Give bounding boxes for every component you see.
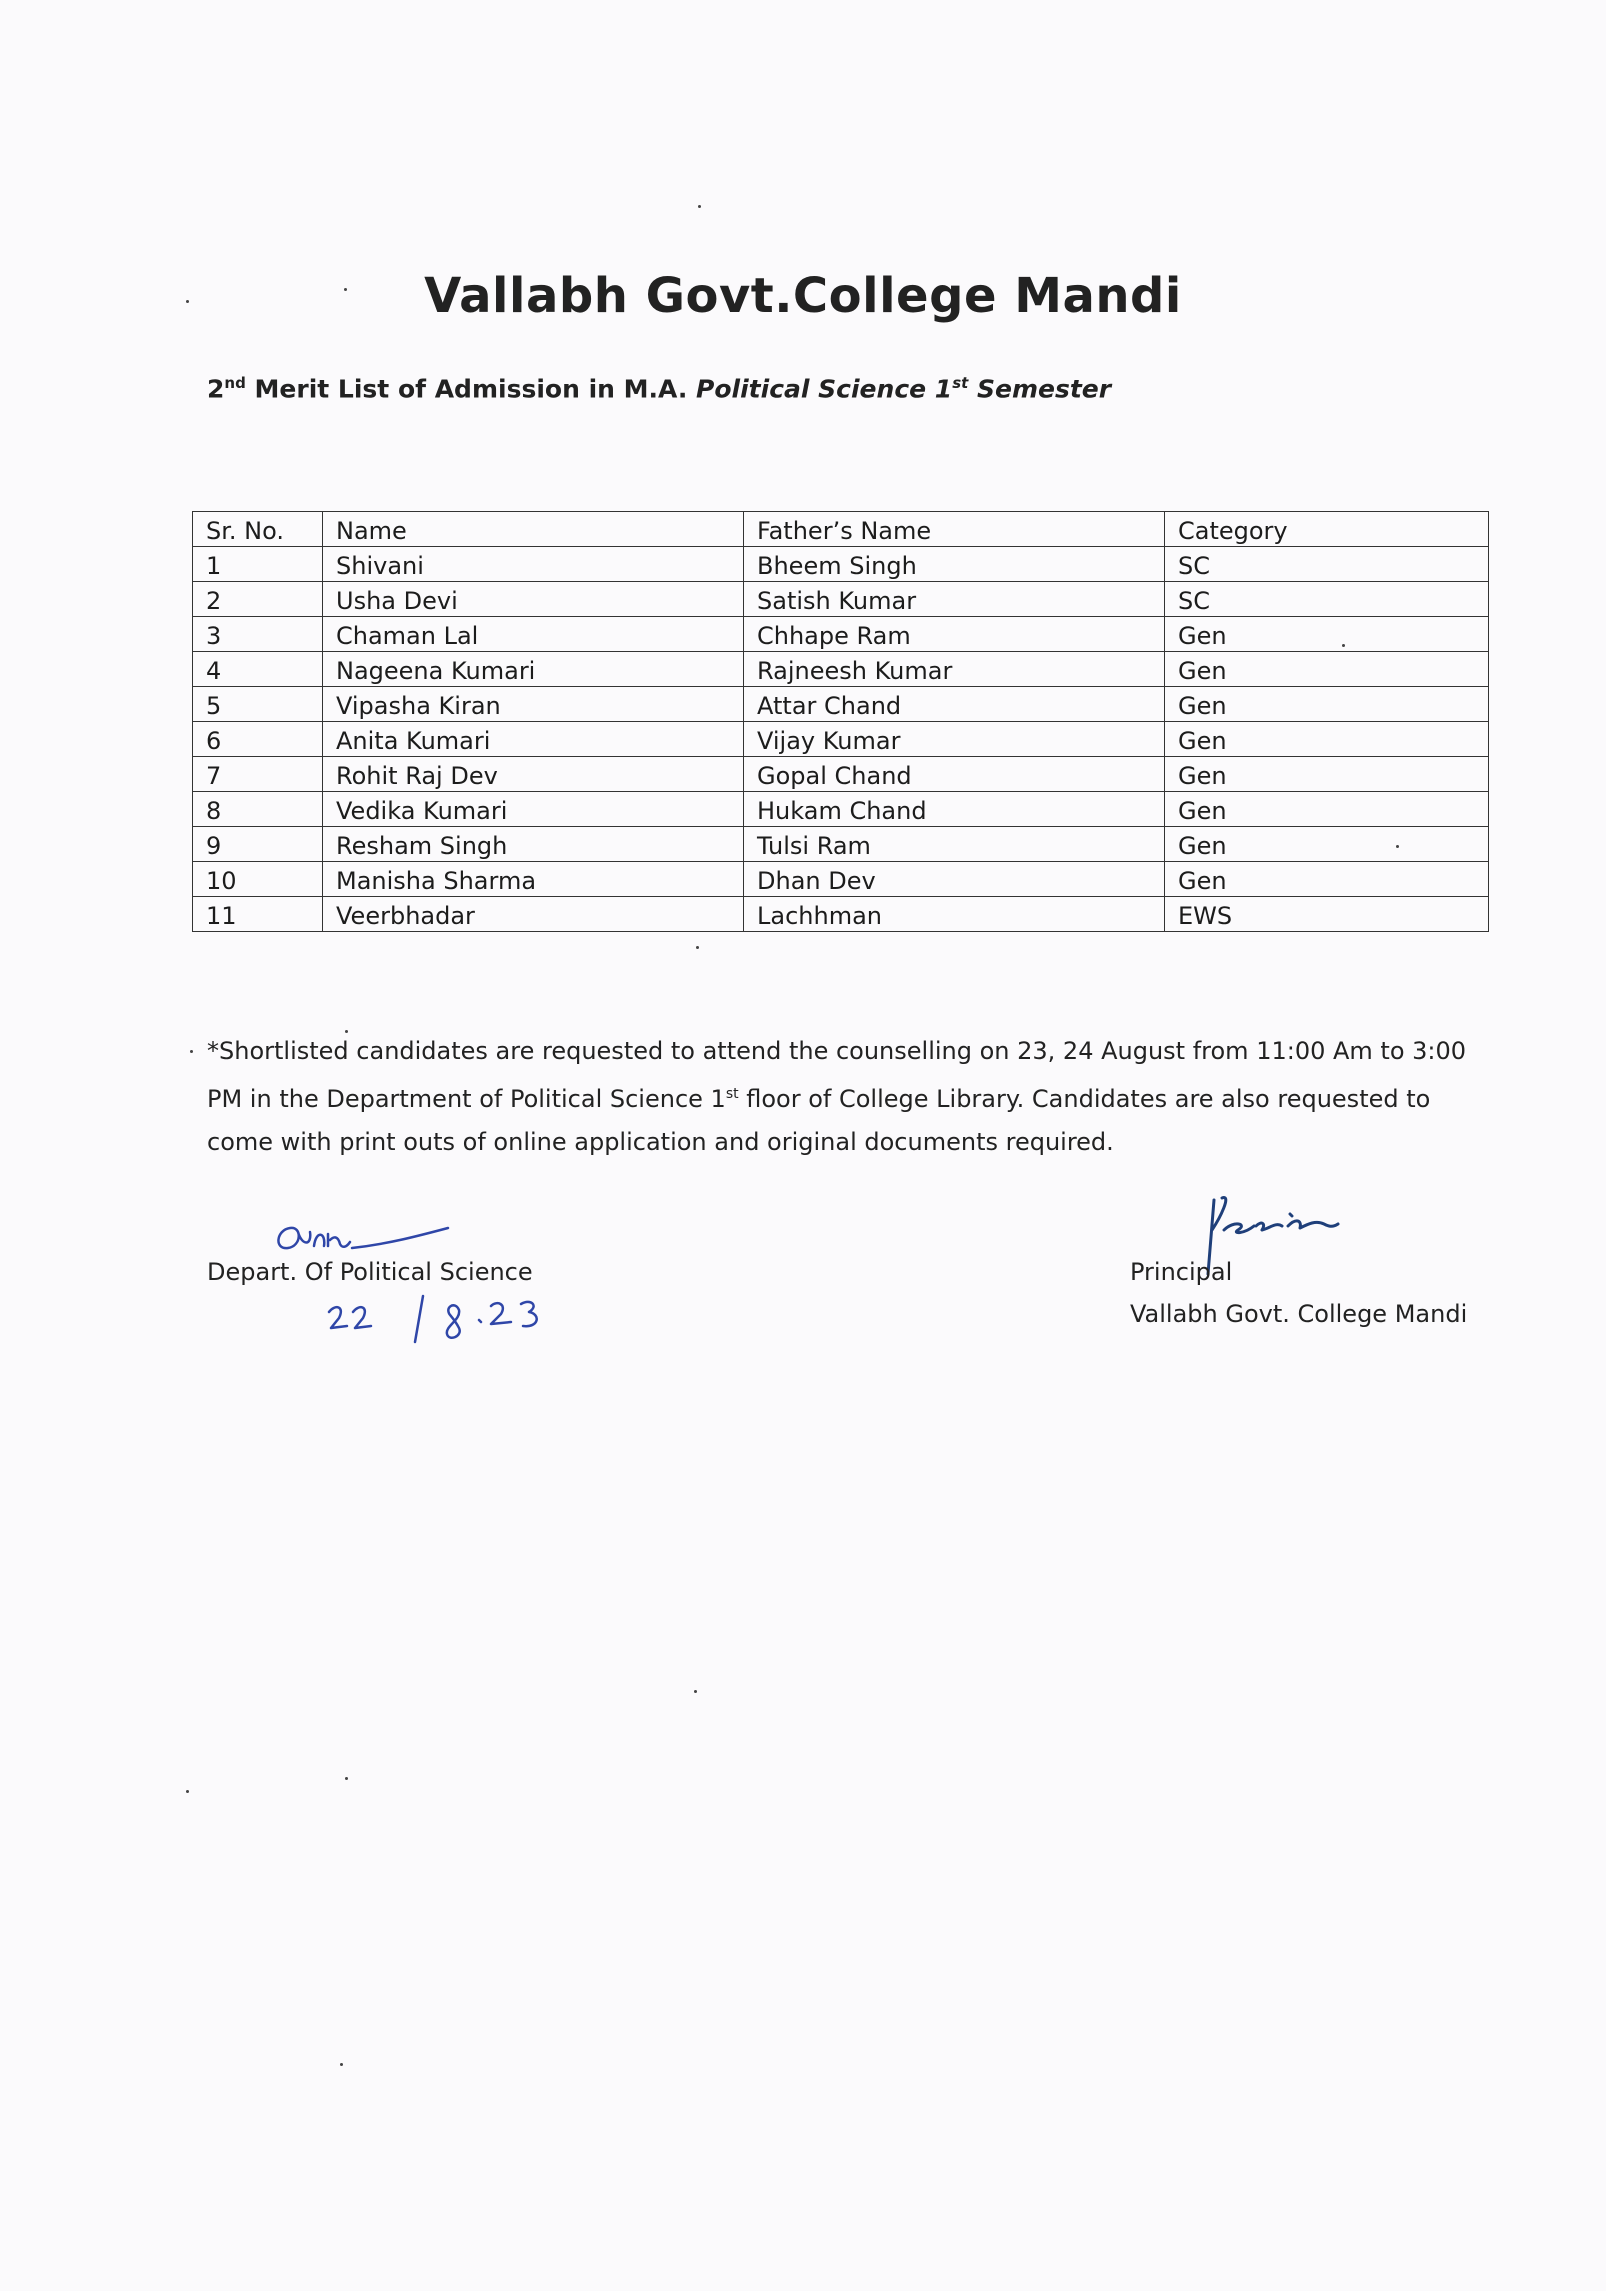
- principal-title: Principal: [1130, 1258, 1233, 1286]
- cell-sr-no: 4: [193, 652, 323, 687]
- cell-fathers-name: Tulsi Ram: [744, 827, 1165, 862]
- note-text-part2: floor of College Library. Candidates are also requested to come with print outs of online application and original documents required.: [207, 1085, 1438, 1156]
- table-row: [193, 862, 1489, 897]
- cell-name: Resham Singh: [323, 827, 744, 862]
- scan-speck: [186, 1790, 189, 1793]
- subtitle-semester-suffix: st: [952, 374, 969, 392]
- table-row: [193, 617, 1489, 652]
- scan-speck: [344, 288, 347, 291]
- table-row: [193, 827, 1489, 862]
- table-row: [193, 792, 1489, 827]
- department-label: Depart. Of Political Science: [207, 1258, 533, 1286]
- cell-sr-no: 1: [193, 547, 323, 582]
- cell-category: Gen: [1165, 862, 1489, 897]
- cell-sr-no: 6: [193, 722, 323, 757]
- cell-sr-no: 5: [193, 687, 323, 722]
- cell-category: Gen: [1165, 617, 1489, 652]
- scan-speck: [345, 1777, 348, 1780]
- column-header-name: Name: [323, 512, 744, 547]
- scan-speck: [340, 2063, 343, 2066]
- cell-name: Manisha Sharma: [323, 862, 744, 897]
- cell-name: Usha Devi: [323, 582, 744, 617]
- cell-name: Rohit Raj Dev: [323, 757, 744, 792]
- cell-category: SC: [1165, 582, 1489, 617]
- cell-name: Shivani: [323, 547, 744, 582]
- cell-name: Veerbhadar: [323, 897, 744, 932]
- principal-institution: Vallabh Govt. College Mandi: [1130, 1300, 1468, 1328]
- table-body: [193, 547, 1489, 932]
- cell-fathers-name: Hukam Chand: [744, 792, 1165, 827]
- cell-fathers-name: Bheem Singh: [744, 547, 1165, 582]
- college-title: Vallabh Govt.College Mandi: [424, 268, 1182, 324]
- column-header-category: Category: [1165, 512, 1489, 547]
- table-header-row: [193, 512, 1489, 547]
- note-floor-suffix: st: [725, 1086, 739, 1102]
- cell-name: Nageena Kumari: [323, 652, 744, 687]
- scan-speck: [186, 300, 189, 303]
- subtitle-text: Merit List of Admission in M.A.: [245, 374, 697, 404]
- cell-fathers-name: Chhape Ram: [744, 617, 1165, 652]
- table-row: [193, 687, 1489, 722]
- cell-sr-no: 9: [193, 827, 323, 862]
- table-row: [193, 547, 1489, 582]
- cell-fathers-name: Gopal Chand: [744, 757, 1165, 792]
- cell-category: Gen: [1165, 687, 1489, 722]
- cell-category: EWS: [1165, 897, 1489, 932]
- table-row: [193, 722, 1489, 757]
- cell-sr-no: 3: [193, 617, 323, 652]
- department-signature: [268, 1218, 458, 1262]
- scan-speck: [190, 1050, 193, 1053]
- cell-fathers-name: Dhan Dev: [744, 862, 1165, 897]
- cell-category: Gen: [1165, 757, 1489, 792]
- counselling-note: [207, 1030, 1497, 1164]
- scan-speck: [696, 946, 699, 949]
- cell-fathers-name: Attar Chand: [744, 687, 1165, 722]
- cell-category: Gen: [1165, 652, 1489, 687]
- table-row: [193, 757, 1489, 792]
- cell-sr-no: 11: [193, 897, 323, 932]
- merit-list-table: [192, 511, 1489, 932]
- cell-category: Gen: [1165, 722, 1489, 757]
- table-row: [193, 652, 1489, 687]
- subtitle-course: Political Science 1: [696, 374, 953, 404]
- note-text-part1: *Shortlisted candidates are requested to attend the counselling on 23, 24 August from 11:00 Am to 3:00 PM in the Department of Political Science 1: [207, 1037, 1467, 1113]
- cell-sr-no: 10: [193, 862, 323, 897]
- cell-category: Gen: [1165, 827, 1489, 862]
- table-row: [193, 582, 1489, 617]
- merit-list-subtitle: [207, 374, 1111, 403]
- cell-sr-no: 2: [193, 582, 323, 617]
- cell-sr-no: 8: [193, 792, 323, 827]
- subtitle-semester: Semester: [968, 374, 1112, 404]
- scan-speck: [694, 1690, 697, 1693]
- subtitle-ordinal-number: 2: [207, 374, 225, 404]
- column-header-fathers-name: Father’s Name: [744, 512, 1165, 547]
- cell-fathers-name: Rajneesh Kumar: [744, 652, 1165, 687]
- cell-name: Chaman Lal: [323, 617, 744, 652]
- cell-name: Anita Kumari: [323, 722, 744, 757]
- column-header-sr-no: Sr. No.: [193, 512, 323, 547]
- handwritten-date: [325, 1290, 555, 1350]
- scan-speck: [1396, 845, 1399, 848]
- cell-category: Gen: [1165, 792, 1489, 827]
- scan-speck: [1342, 644, 1345, 647]
- cell-name: Vedika Kumari: [323, 792, 744, 827]
- cell-category: SC: [1165, 547, 1489, 582]
- cell-fathers-name: Satish Kumar: [744, 582, 1165, 617]
- cell-sr-no: 7: [193, 757, 323, 792]
- cell-name: Vipasha Kiran: [323, 687, 744, 722]
- cell-fathers-name: Vijay Kumar: [744, 722, 1165, 757]
- subtitle-ordinal-suffix: nd: [224, 374, 246, 392]
- scan-speck: [345, 1030, 348, 1033]
- table-row: [193, 897, 1489, 932]
- scan-speck: [698, 205, 701, 208]
- cell-fathers-name: Lachhman: [744, 897, 1165, 932]
